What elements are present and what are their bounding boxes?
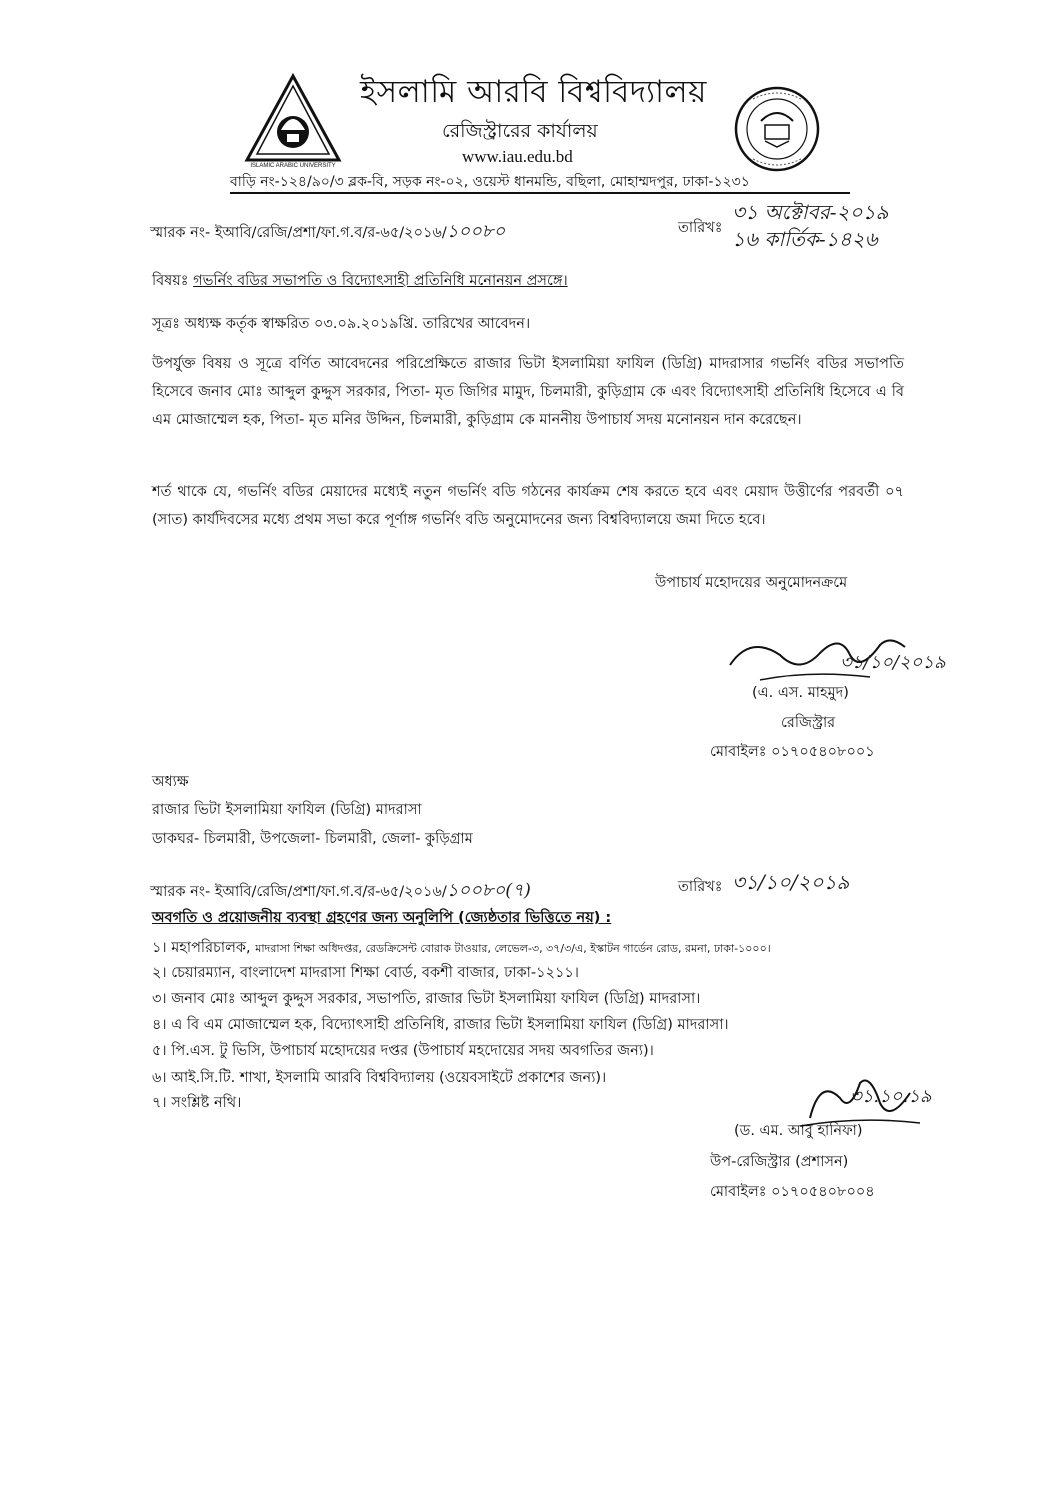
registrar-mobile: মোবাইলঃ ০১৭০৫৪০৮০০১ <box>710 744 875 760</box>
memo-ref <box>150 217 505 248</box>
recipient-address: ডাকঘর- চিলমারী, উপজেলা- চিলমারী, জেলা- কুড়িগ্রাম <box>152 831 473 847</box>
registrar-designation: রেজিস্ট্রার <box>781 715 836 731</box>
memo-date-label: তারিখঃ <box>678 220 723 236</box>
header-divider <box>230 192 850 194</box>
subject <box>152 270 568 294</box>
logo-text: ISLAMIC ARABIC UNIVERSITY <box>250 163 336 169</box>
body-paragraph-1: উপর্যুক্ত বিষয় ও সূত্রে বর্ণিত আবেদনের পরিপ্রেক্ষিতে রাজার ভিটা ইসলামিয়া ফাযিল (ডিগ্রি) মাদরাসার গভর্নিং বডির সভাপতি হিসেবে জনাব মোঃ আব্দুল কুদ্দুস সরকার, পিতা- মৃত জিগির মামুদ, চিলমারী, কুড়িগ্রাম কে এবং বিদ্যোৎসাহী প্রতিনিধি হিসেবে এ বি এম মোজাম্মেল হক, পিতা- মৃত মনির উদ্দিন, চিলমারী, কুড়িগ্রাম কে মাননীয় উপাচার্য সদয় মনোনয়ন দান করেছেন। <box>152 356 904 428</box>
cc-item-3: ৩। জনাব মোঃ আব্দুল কুদ্দুস সরকার, সভাপতি, রাজার ভিটা ইসলামিয়া ফাযিল (ডিগ্রি) মাদরাসা। <box>152 991 701 1007</box>
cc-heading: অবগতি ও প্রয়োজনীয় ব্যবস্থা গ্রহণের জন্য অনুলিপি (জ্যেষ্ঠতার ভিত্তিতে নয়) : <box>152 910 612 926</box>
memo-date-line2: ১৬ কার্তিক-১৪২৬ <box>732 227 878 251</box>
recipient-institution: রাজার ভিটা ইসলামিয়া ফাযিল (ডিগ্রি) মাদরাসা <box>152 802 422 818</box>
reference: সূত্রঃ অধ্যক্ষ কর্তৃক স্বাক্ষরিত ০৩.০৯.২০১৯খ্রি. তারিখের আবেদন। <box>152 316 531 332</box>
cc-item-5: ৫। পি.এস. টু ভিসি, উপাচার্য মহোদয়ের দপ্তর (উপাচার্য মহদোয়ের সদয় অবগতির জন্য)। <box>152 1043 654 1059</box>
cc-item-1-detail: মাদরাসা শিক্ষা অধিদপ্তর, রেডক্রিসেন্ট বোরাক টাওয়ার, লেভেল-৩, ৩৭/৩/এ, ইস্কাটন গার্ডেন রোড, রমনা, ঢাকা-১০০০। <box>255 942 771 955</box>
approval-note: উপাচার্য মহোদয়ের অনুমোদনক্রমে <box>655 575 848 591</box>
registrar-name: (এ. এস. মাহমুদ) <box>752 685 849 701</box>
memo-ref-label: স্মারক নং- ইআবি/রেজি/প্রশা/ফা.গ.ব/র-৬৫/২০১৬/ <box>150 225 447 241</box>
subject-label: বিষয়ঃ <box>152 273 189 289</box>
deputy-registrar-signature-date: ৩১.১০.১৯ <box>850 1086 932 1107</box>
subject-text: গভর্নিং বডির সভাপতি ও বিদ্যোৎসাহী প্রতিনিধি মনোনয়ন প্রসঙ্গে। <box>193 273 568 289</box>
cc-item-1-main: ১। মহাপরিচালক, <box>152 940 251 956</box>
website-link[interactable]: www.iau.edu.bd <box>462 147 573 166</box>
memo-date-line1: ৩১ অক্টোবর-২০১৯ <box>732 200 889 224</box>
memo2-date: ৩১/১০/২০১৯ <box>732 870 850 894</box>
deputy-registrar-designation: উপ-রেজিস্ট্রার (প্রশাসন) <box>710 1154 849 1170</box>
deputy-registrar-mobile: মোবাইলঃ ০১৭০৫৪০৮০০৪ <box>710 1184 875 1200</box>
memo-ref-number: ১০০৮০ <box>446 221 506 242</box>
memo2-ref-label: স্মারক নং- ইআবি/রেজি/প্রশা/ফা.গ.ব/র-৬৫/২০১৬/ <box>150 884 447 900</box>
university-logo <box>243 72 343 169</box>
body-paragraph-2: শর্ত থাকে যে, গভর্নিং বডির মেয়াদের মধ্যেই নতুন গভর্নিং বডি গঠনের কার্যক্রম শেষ করতে হবে এবং মেয়াদ উত্তীর্ণের পরবর্তী ০৭ (সাত) কার্যদিবসের মধ্যে প্রথম সভা করে পূর্ণাঙ্গ গভর্নিং বডি অনুমোদনের জন্য বিশ্ববিদ্যালয়ে জমা দিতে হবে। <box>152 484 904 528</box>
memo2-ref <box>150 876 531 907</box>
memo2-date-label: তারিখঃ <box>678 879 723 895</box>
university-seal-icon <box>733 85 821 173</box>
cc-item-7: ৭। সংশ্লিষ্ট নথি। <box>152 1095 242 1111</box>
address: বাড়ি নং-১২৪/৯০/৩ ব্লক-বি, সড়ক নং-০২, ওয়েস্ট ধানমন্ডি, বছিলা, মোহাম্মদপুর, ঢাকা-১২৩১ <box>230 174 750 190</box>
cc-item-2: ২। চেয়ারম্যান, বাংলাদেশ মাদরাসা শিক্ষা বোর্ড, বকশী বাজার, ঢাকা-১২১১। <box>152 965 579 981</box>
university-name: ইসলামি আরবি বিশ্ববিদ্যালয় <box>360 74 707 110</box>
recipient-title: অধ্যক্ষ <box>152 774 189 790</box>
cc-item-4: ৪। এ বি এম মোজাম্মেল হক, বিদ্যোৎসাহী প্রতিনিধি, রাজার ভিটা ইসলামিয়া ফাযিল (ডিগ্রি) মাদরাসা। <box>152 1017 729 1033</box>
deputy-registrar-name: (ড. এম. আবু হানিফা) <box>734 1123 863 1139</box>
office-name: রেজিস্ট্রারের কার্যালয় <box>442 120 598 142</box>
registrar-signature-date: ৩১/১০/২০১৯ <box>840 652 946 673</box>
cc-item-6: ৬। আই.সি.টি. শাখা, ইসলামি আরবি বিশ্ববিদ্যালয় (ওয়েবসাইটে প্রকাশের জন্য)। <box>152 1070 607 1086</box>
memo2-ref-number: ১০০৮০(৭) <box>446 880 531 901</box>
cc-item-1 <box>152 937 771 961</box>
